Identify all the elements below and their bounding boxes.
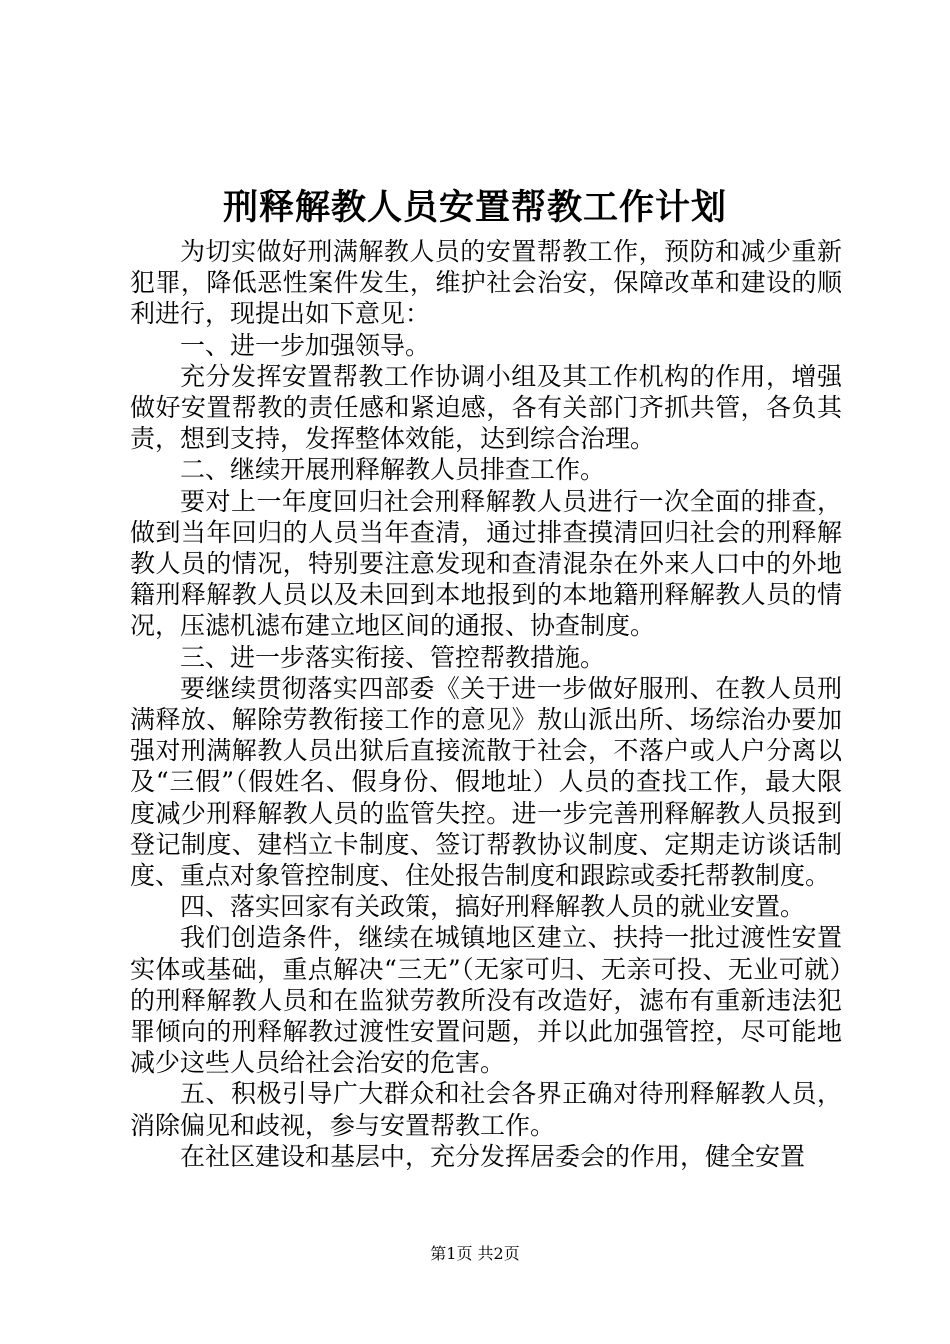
section-body-2: 要对上一年度回归社会刑释解教人员进行一次全面的排查，做到当年回归的人员当年查清，通过排查摸清回归社会的刑释解教人员的情况，特别要注意发现和查清混杂在外来人口中的外地籍刑释解教人员以及未回到本地报到的本地籍刑释解教人员的情况，压滤机滤布建立地区间的通报、协查制度。	[130, 486, 842, 641]
document-title: 刑释解教人员安置帮教工作计划	[222, 187, 727, 228]
section-heading-1: 一、进一步加强领导。	[180, 330, 431, 360]
section-heading-2: 二、继续开展刑释解教人员排查工作。	[180, 455, 606, 485]
document-body	[130, 236, 842, 1172]
section-body-4: 我们创造条件，继续在城镇地区建立、扶持一批过渡性安置实体或基础，重点解决“三无”（无家可归、无亲可投、无业可就）的刑释解教人员和在监狱劳教所没有改造好，滤布有重新违法犯罪倾向的刑释解教过渡性安置问题，并以此加强管控，尽可能地减少这些人员给社会治安的危害。	[130, 923, 842, 1078]
section-body-3: 要继续贯彻落实四部委《关于进一步做好服刑、在教人员刑满释放、解除劳教衔接工作的意见》敖山派出所、场综治办要加强对刑满解教人员出狱后直接流散于社会，不落户或人户分离以及“三假”（假姓名、假身份、假地址）人员的查找工作，最大限度减少刑释解教人员的监管失控。进一步完善刑释解教人员报到登记制度、建档立卡制度、签订帮教协议制度、定期走访谈话制度、重点对象管控制度、住处报告制度和跟踪或委托帮教制度。	[130, 673, 842, 891]
section-heading-5: 五、积极引导广大群众和社会各界正确对待刑释解教人员，消除偏见和歧视，参与安置帮教工作。	[130, 1079, 842, 1140]
section-heading-4: 四、落实回家有关政策，搞好刑释解教人员的就业安置。	[180, 892, 806, 922]
intro-paragraph: 为切实做好刑满解教人员的安置帮教工作，预防和减少重新犯罪，降低恶性案件发生，维护社会治安，保障改革和建设的顺利进行，现提出如下意见：	[130, 237, 842, 329]
page-number-footer: 第1页 共2页	[430, 1244, 520, 1263]
section-body-1: 充分发挥安置帮教工作协调小组及其工作机构的作用，增强做好安置帮教的责任感和紧迫感，各有关部门齐抓共管，各负其责，想到支持，发挥整体效能，达到综合治理。	[130, 361, 842, 454]
section-body-5: 在社区建设和基层中，充分发挥居委会的作用，健全安置	[180, 1141, 806, 1171]
section-heading-3: 三、进一步落实衔接、管控帮教措施。	[180, 642, 606, 672]
